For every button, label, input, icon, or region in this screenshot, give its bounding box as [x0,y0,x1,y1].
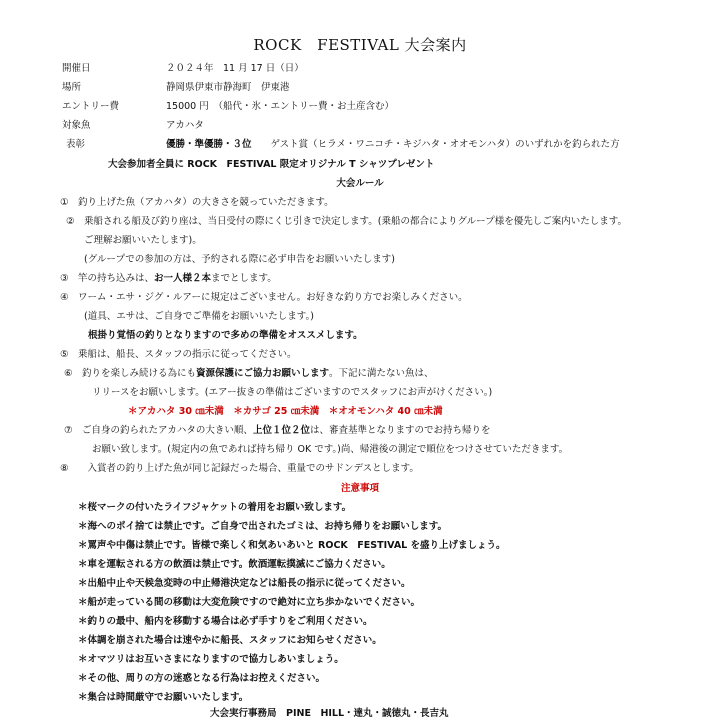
rule-7-text: ⑦ ご自身の釣られたアカハタの大きい順、 [64,425,253,436]
rule-8: ⑧ 入賞者の釣り上げた魚が同じ記録だった場合、重量でのサドンデスとします。 [60,463,419,474]
rule-7-tail: は、審査基準となりますのでお持ち帰りを [309,425,491,436]
caution-item: ＊車を運転される方の飲酒は禁止です。飲酒運転撲滅にご協力ください。 [78,559,391,570]
rule-7-bold: 上位１位２位 [252,425,310,436]
rule-2-cont: ご理解お願いいたします)。 [84,235,202,246]
rule-6-tail: 。下記に満たない魚は、 [329,368,434,379]
rules-heading: 大会ルール [336,178,384,189]
award-label: 表彰 [66,139,86,150]
caution-item: ＊罵声や中傷は禁止です。皆様で楽しく和気あいあいと ROCK FESTIVAL を盛り上げましょう。 [78,540,506,551]
rule-3-text: ③ 竿の持ち込みは、 [60,273,155,284]
award-guest: ゲスト賞（ヒラメ・ワニコチ・キジハタ・オオモンハタ）のいずれかを釣られた方 [270,139,620,150]
target-label: 対象魚 [62,120,91,131]
rule-5: ⑤ 乗船は、船長、スタッフの指示に従ってください。 [60,349,297,360]
info-fee [62,98,394,112]
rule-6-text: ⑥ 釣りを楽しみ続ける為にも [64,368,197,379]
place-label: 場所 [62,82,82,93]
fee-value: 15000 円 （船代・氷・エントリー費・お土産含む） [166,101,394,112]
rule-7 [64,422,490,436]
target-value: アカハタ [166,120,204,131]
caution-heading: 注意事項 [340,483,379,494]
date-value: ２０２４年 11 月 17 日（日） [166,63,304,74]
rule-6 [64,365,434,379]
rule-1: ① 釣り上げた魚（アカハタ）の大きさを競っていただきます。 [60,197,334,208]
rule-6-size-limits: ＊アカハタ 30 ㎝未満 ＊カサゴ 25 ㎝未満 ＊オオモンハタ 40 ㎝未満 [128,406,443,417]
caution-item: ＊桜マークの付いたライフジャケットの着用をお願い致します。 [78,502,352,513]
document-title: ROCK FESTIVAL 大会案内 [253,36,467,54]
info-target [62,117,204,131]
caution-item: ＊海へのポイ捨ては禁止です。ご自身で出されたゴミは、お持ち帰りをお願いします。 [78,521,447,532]
award-places: 優勝・準優勝・３位 [166,139,252,150]
info-date [62,60,304,74]
info-award [66,136,620,150]
rule-4-advice: 根掛り覚悟の釣りとなりますので多めの準備をオススメします。 [88,330,363,341]
caution-item: ＊出船中止や天候急変時の中止帰港決定などは船長の指示に従ってください。 [78,578,411,589]
present-line: 大会参加者全員に ROCK FESTIVAL 限定オリジナル T シャツプレゼント [108,159,435,170]
rule-3 [60,270,277,284]
footer-organizer: 大会実行事務局 PINE HILL・達丸・誠徳丸・長吉丸 [210,708,449,719]
caution-item: ＊釣りの最中、船内を移動する場合は必ず手すりをご利用ください。 [78,616,373,627]
place-value: 静岡県伊東市静海町 伊東港 [166,82,290,93]
rule-2-note: (グループでの参加の方は、予約される際に必ず申告をお願いいたします) [84,254,395,265]
rule-4-note: (道具、エサは、ご自身でご準備をお願いいたします。) [84,311,314,322]
date-label: 開催日 [62,63,91,74]
caution-item: ＊船が走っている間の移動は大変危険ですので絶対に立ち歩かないでください。 [78,597,421,608]
rule-3-tail: までとします。 [211,273,277,284]
rule-7-cont: お願い致します。(規定内の魚であれば持ち帰り OK です。)尚、帰港後の測定で順位をつけさせていただきます。 [92,444,569,455]
caution-item: ＊集合は時間厳守でお願いいたします。 [78,692,249,703]
rule-6-release: リリースをお願いします。(エアー抜きの準備はございますのでスタッフにお声がけください。) [92,387,493,398]
info-place [62,79,290,93]
caution-item: ＊その他、周りの方の迷惑となる行為はお控えください。 [78,673,326,684]
fee-label: エントリー費 [62,101,120,112]
caution-item: ＊オマツリはお互いさまになりますので協力しあいましょう。 [78,654,344,665]
rule-4: ④ ワーム・エサ・ジグ・ルアーに規定はございません。お好きな釣り方でお楽しみください。 [60,292,468,303]
caution-item: ＊体調を崩された場合は速やかに船長、スタッフにお知らせください。 [78,635,382,646]
rule-2: ② 乗船される船及び釣り座は、当日受付の際にくじ引きで決定します。(乗船の都合によりグループ様を優先しご案内いたします。 [66,216,627,227]
rule-3-bold: お一人様２本 [154,273,212,284]
rule-6-bold: 資源保護にご協力お願いします [196,368,330,379]
